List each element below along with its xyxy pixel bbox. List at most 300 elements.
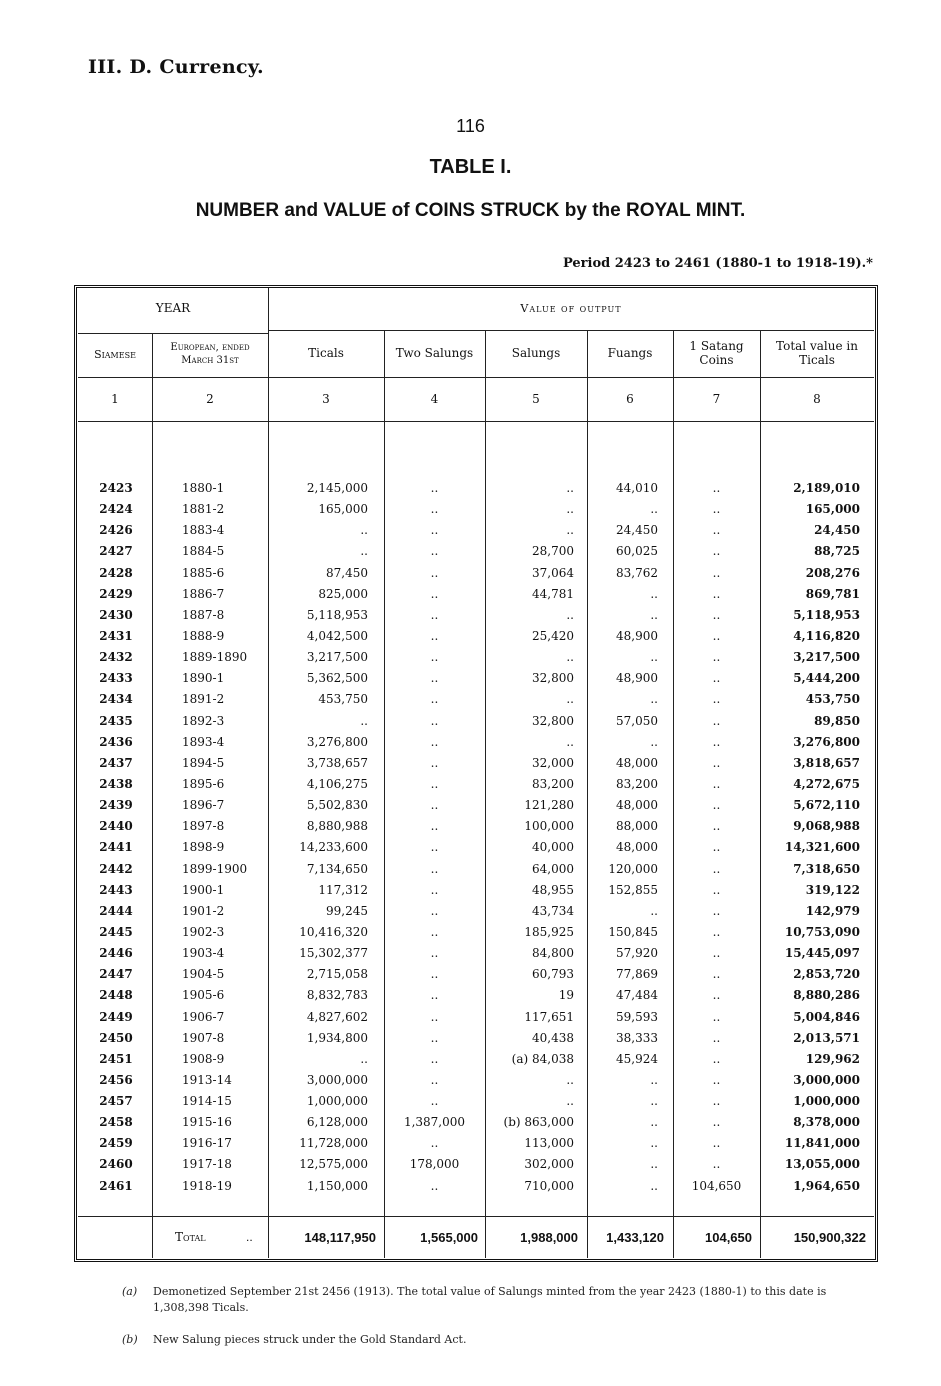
cell-ticals: 2,715,058 [306,967,368,982]
table-title: NUMBER and VALUE of COINS STRUCK by the ROYAL MINT. [195,200,746,221]
cell-two-salungs: .. [430,544,439,559]
total-salungs: 1,988,000 [520,1230,578,1245]
cell-satang: .. [712,755,721,770]
cell-fuangs: .. [650,1157,658,1172]
cell-siamese-year: 2423 [99,481,133,495]
cell-two-salungs: .. [430,861,439,876]
cell-ticals: 1,000,000 [306,1094,368,1109]
cell-total-value: 129,962 [805,1051,860,1066]
cell-fuangs: 83,200 [616,776,658,791]
cell-salungs: .. [566,692,574,707]
cell-fuangs: .. [650,1136,658,1151]
cell-total-value: 9,068,988 [793,819,860,834]
cell-satang: .. [712,967,721,982]
cell-ticals: .. [360,713,368,728]
cell-ticals: 4,042,500 [306,628,368,643]
cell-ticals: 5,118,953 [306,607,368,622]
cell-fuangs: .. [650,502,658,517]
cell-ticals: 10,416,320 [299,924,368,939]
cell-total-value: 10,753,090 [784,924,860,939]
header-total-line-2: Ticals [799,353,835,367]
header-siamese: Siamese [94,348,136,361]
cell-satang: 104,650 [691,1178,742,1193]
cell-european-year: 1889-1890 [182,650,248,665]
rule-year-subhead [78,333,268,334]
cell-satang: .. [712,481,721,495]
cell-two-salungs: .. [430,967,439,982]
cell-ticals: 5,502,830 [306,798,368,813]
cell-satang: .. [712,1115,721,1130]
cell-siamese-year: 2439 [99,798,133,813]
cell-total-value: 208,276 [805,565,860,580]
rule-under-headers [78,377,874,378]
cell-ticals: 11,728,000 [299,1136,368,1151]
column-number-1: 1 [111,392,119,406]
total-satang: 104,650 [705,1230,752,1245]
cell-fuangs: 48,000 [616,755,658,770]
rule-above-total [78,1216,874,1217]
cell-satang: .. [712,819,721,834]
cell-total-value: 8,880,286 [793,988,860,1003]
cell-two-salungs: .. [430,1072,439,1087]
rule-under-group-headers [268,330,874,331]
cell-salungs: 117,651 [524,1009,574,1024]
cell-fuangs: 83,762 [616,565,658,580]
cell-european-year: 1915-16 [182,1115,232,1130]
header-total-line-1: Total value in [776,339,858,353]
cell-european-year: 1903-4 [182,946,225,961]
cell-two-salungs: .. [430,798,439,813]
cell-european-year: 1887-8 [182,607,225,622]
cell-european-year: 1894-5 [182,755,225,770]
cell-total-value: 11,841,000 [784,1136,860,1151]
cell-total-value: 165,000 [805,502,860,517]
cell-fuangs: 44,010 [616,481,658,495]
cell-total-value: 453,750 [805,692,860,707]
cell-total-value: 5,444,200 [793,671,860,686]
cell-salungs: .. [566,1094,574,1109]
total-ticals: 148,117,950 [304,1230,376,1245]
cell-siamese-year: 2427 [99,544,133,559]
cell-salungs: (a) 84,038 [511,1051,574,1066]
cell-salungs: 710,000 [524,1178,574,1193]
cell-satang: .. [712,692,721,707]
cell-salungs: 32,000 [532,755,574,770]
rule-under-column-numbers [78,421,874,422]
divider-col-7 [760,330,761,1258]
cell-two-salungs: .. [430,924,439,939]
cell-fuangs: .. [650,1115,658,1130]
cell-salungs: 25,420 [532,628,574,643]
cell-european-year: 1899-1900 [182,861,248,876]
cell-salungs: 84,800 [532,946,574,961]
section-heading: III. D. Currency. [88,56,264,78]
cell-satang: .. [712,946,721,961]
header-ticals: Ticals [308,346,344,360]
cell-total-value: 319,122 [805,882,860,897]
cell-ticals: 1,150,000 [306,1178,368,1193]
cell-two-salungs: .. [430,734,439,749]
cell-siamese-year: 2456 [99,1072,133,1087]
cell-two-salungs: .. [430,946,439,961]
cell-two-salungs: .. [430,840,439,855]
cell-ticals: 8,880,988 [306,819,368,834]
cell-siamese-year: 2444 [99,903,133,918]
cell-salungs: .. [566,1072,574,1087]
cell-fuangs: 48,900 [616,671,658,686]
cell-total-value: 8,378,000 [793,1115,860,1130]
column-number-8: 8 [813,392,821,406]
period-note: Period 2423 to 2461 (1880-1 to 1918-19).* [562,256,873,271]
cell-siamese-year: 2434 [99,692,133,707]
cell-two-salungs: .. [430,628,439,643]
cell-total-value: 2,853,720 [793,967,860,982]
cell-fuangs: .. [650,607,658,622]
cell-two-salungs: .. [430,755,439,770]
cell-satang: .. [712,586,721,601]
cell-total-value: 2,189,010 [793,481,860,495]
cell-fuangs: 57,050 [616,713,658,728]
cell-fuangs: .. [650,903,658,918]
cell-total-value: 1,000,000 [793,1094,860,1109]
cell-european-year: 1898-9 [182,840,225,855]
column-number-6: 6 [626,392,634,406]
cell-european-year: 1881-2 [182,502,225,517]
cell-total-value: 4,116,820 [793,628,860,643]
cell-fuangs: .. [650,692,658,707]
cell-ticals: 3,217,500 [306,650,368,665]
cell-salungs: .. [566,481,574,495]
cell-ticals: 3,000,000 [306,1072,368,1087]
cell-salungs: .. [566,523,574,538]
cell-european-year: 1884-5 [182,544,225,559]
cell-satang: .. [712,1072,721,1087]
cell-ticals: .. [360,523,368,538]
cell-ticals: 87,450 [326,565,368,580]
total-label: Total [175,1230,206,1244]
cell-satang: .. [712,903,721,918]
cell-satang: .. [712,544,721,559]
cell-satang: .. [712,1009,721,1024]
cell-total-value: 13,055,000 [784,1157,860,1172]
cell-european-year: 1904-5 [182,967,225,982]
cell-satang: .. [712,988,721,1003]
header-fuangs: Fuangs [607,346,653,360]
cell-european-year: 1907-8 [182,1030,225,1045]
header-european-line-2: March 31st [181,355,239,366]
cell-two-salungs: .. [430,1009,439,1024]
cell-european-year: 1901-2 [182,903,225,918]
cell-salungs: 40,438 [532,1030,574,1045]
cell-european-year: 1896-7 [182,798,225,813]
cell-fuangs: 152,855 [608,882,658,897]
cell-siamese-year: 2430 [99,607,133,622]
cell-european-year: 1914-15 [182,1094,232,1109]
cell-two-salungs: .. [430,607,439,622]
header-salungs: Salungs [511,346,561,360]
cell-european-year: 1880-1 [182,481,225,495]
cell-european-year: 1888-9 [182,628,225,643]
cell-total-value: 2,013,571 [793,1030,860,1045]
cell-two-salungs: .. [430,1094,439,1109]
cell-two-salungs: .. [430,1178,439,1193]
cell-satang: .. [712,734,721,749]
cell-satang: .. [712,924,721,939]
cell-total-value: 5,672,110 [793,798,860,813]
cell-salungs: 43,734 [532,903,574,918]
cell-two-salungs: .. [430,776,439,791]
cell-total-value: 1,964,650 [793,1178,860,1193]
cell-total-value: 3,276,800 [793,734,860,749]
cell-salungs: .. [566,734,574,749]
cell-siamese-year: 2424 [99,502,133,517]
cell-siamese-year: 2445 [99,924,133,939]
cell-ticals: 7,134,650 [306,861,368,876]
cell-two-salungs: .. [430,481,439,495]
cell-total-value: 89,850 [814,713,860,728]
cell-fuangs: .. [650,1072,658,1087]
cell-siamese-year: 2458 [99,1115,133,1130]
cell-fuangs: 38,333 [616,1030,658,1045]
cell-salungs: 44,781 [532,586,574,601]
cell-satang: .. [712,628,721,643]
cell-fuangs: 47,484 [616,988,658,1003]
cell-total-value: 14,321,600 [784,840,860,855]
cell-salungs: 64,000 [532,861,574,876]
cell-fuangs: 48,000 [616,840,658,855]
cell-total-value: 5,118,953 [793,607,860,622]
cell-siamese-year: 2461 [99,1178,133,1193]
cell-siamese-year: 2460 [99,1157,133,1172]
cell-siamese-year: 2448 [99,988,133,1003]
cell-salungs: (b) 863,000 [503,1115,574,1130]
cell-total-value: 5,004,846 [793,1009,860,1024]
cell-total-value: 4,272,675 [793,776,860,791]
cell-siamese-year: 2450 [99,1030,133,1045]
cell-european-year: 1906-7 [182,1009,225,1024]
cell-fuangs: 120,000 [608,861,658,876]
cell-siamese-year: 2432 [99,650,133,665]
cell-ticals: 3,738,657 [306,755,368,770]
cell-satang: .. [712,502,721,517]
cell-european-year: 1893-4 [182,734,225,749]
footnote-b-text: New Salung pieces struck under the Gold Standard Act. [153,1333,467,1346]
cell-two-salungs: .. [430,713,439,728]
cell-satang: .. [712,565,721,580]
cell-satang: .. [712,1051,721,1066]
cell-ticals: 6,128,000 [306,1115,368,1130]
cell-satang: .. [712,650,721,665]
cell-ticals: 15,302,377 [299,946,368,961]
cell-salungs: 32,800 [532,713,574,728]
cell-total-value: 24,450 [814,523,860,538]
column-number-3: 3 [322,392,330,406]
cell-satang: .. [712,840,721,855]
cell-ticals: 3,276,800 [306,734,368,749]
cell-ticals: .. [360,544,368,559]
cell-european-year: 1900-1 [182,882,225,897]
header-value-of-output: Value of output [520,302,622,315]
cell-satang: .. [712,882,721,897]
cell-fuangs: 24,450 [616,523,658,538]
cell-siamese-year: 2449 [99,1009,133,1024]
cell-total-value: 3,818,657 [793,755,860,770]
divider-col-5 [587,330,588,1258]
cell-ticals: .. [360,1051,368,1066]
footnote-a-mark: (a) [122,1285,138,1298]
cell-fuangs: .. [650,650,658,665]
cell-siamese-year: 2436 [99,734,133,749]
cell-satang: .. [712,607,721,622]
cell-salungs: 60,793 [532,967,574,982]
cell-ticals: 4,106,275 [306,776,368,791]
footnote-a-text: Demonetized September 21st 2456 (1913). The total value of Salungs minted from the year 2423 (1880-1) to this date is 1,308,398 Ticals. [153,1285,827,1314]
cell-siamese-year: 2442 [99,861,133,876]
column-number-2: 2 [206,392,214,406]
cell-siamese-year: 2428 [99,565,133,580]
cell-two-salungs: .. [430,882,439,897]
cell-european-year: 1918-19 [182,1178,232,1193]
column-number-5: 5 [532,392,540,406]
cell-fuangs: .. [650,1094,658,1109]
cell-fuangs: .. [650,586,658,601]
cell-two-salungs: .. [430,671,439,686]
cell-two-salungs: .. [430,988,439,1003]
cell-total-value: 3,217,500 [793,650,860,665]
column-number-4: 4 [430,392,439,406]
table-label: TABLE I. [429,156,512,178]
header-satang-line-1: 1 Satang [689,339,744,353]
cell-european-year: 1897-8 [182,819,225,834]
cell-european-year: 1890-1 [182,671,225,686]
cell-ticals: 825,000 [318,586,368,601]
cell-satang: .. [712,1157,721,1172]
cell-siamese-year: 2433 [99,671,133,686]
cell-salungs: .. [566,650,574,665]
cell-fuangs: 48,000 [616,798,658,813]
cell-fuangs: 57,920 [616,946,658,961]
cell-european-year: 1883-4 [182,523,225,538]
cell-total-value: 15,445,097 [784,946,860,961]
cell-siamese-year: 2438 [99,776,133,791]
cell-two-salungs: .. [430,1030,439,1045]
cell-satang: .. [712,671,721,686]
cell-salungs: 37,064 [532,565,574,580]
cell-fuangs: 150,845 [608,924,658,939]
cell-siamese-year: 2441 [99,840,133,855]
cell-siamese-year: 2446 [99,946,133,961]
cell-two-salungs: .. [430,819,439,834]
cell-salungs: 32,800 [532,671,574,686]
cell-ticals: 14,233,600 [299,840,368,855]
cell-ticals: 165,000 [318,502,368,517]
cell-siamese-year: 2457 [99,1094,133,1109]
cell-ticals: 12,575,000 [299,1157,368,1172]
cell-two-salungs: 178,000 [409,1157,460,1172]
cell-salungs: 40,000 [532,840,574,855]
cell-total-value: 88,725 [814,544,860,559]
cell-total-value: 3,000,000 [793,1072,860,1087]
cell-fuangs: .. [650,734,658,749]
cell-siamese-year: 2459 [99,1136,133,1151]
cell-satang: .. [712,1094,721,1109]
cell-ticals: 8,832,783 [306,988,368,1003]
page-number: 116 [456,116,485,136]
header-european-line-1: European, ended [170,342,250,353]
cell-two-salungs: .. [430,586,439,601]
cell-two-salungs: .. [430,1136,439,1151]
total-fuangs: 1,433,120 [606,1230,664,1245]
cell-siamese-year: 2429 [99,586,133,601]
cell-two-salungs: .. [430,1051,439,1066]
cell-fuangs: .. [650,1178,658,1193]
cell-two-salungs: .. [430,523,439,538]
cell-european-year: 1917-18 [182,1157,232,1172]
cell-fuangs: 88,000 [616,819,658,834]
column-number-7: 7 [712,392,721,406]
divider-col-4 [485,330,486,1258]
cell-european-year: 1895-6 [182,776,225,791]
cell-ticals: 453,750 [318,692,368,707]
cell-two-salungs: .. [430,565,439,580]
cell-salungs: 83,200 [532,776,574,791]
cell-total-value: 142,979 [805,903,860,918]
cell-two-salungs: .. [430,650,439,665]
cell-european-year: 1913-14 [182,1072,232,1087]
header-year: YEAR [155,301,191,315]
total-two-salungs: 1,565,000 [420,1230,478,1245]
cell-fuangs: 60,025 [616,544,658,559]
cell-ticals: 1,934,800 [306,1030,368,1045]
header-satang-line-2: Coins [699,353,734,367]
cell-siamese-year: 2437 [99,755,133,770]
cell-salungs: 19 [558,988,574,1003]
cell-salungs: 121,280 [524,798,574,813]
cell-ticals: 4,827,602 [306,1009,368,1024]
cell-total-value: 869,781 [805,586,860,601]
cell-european-year: 1905-6 [182,988,225,1003]
cell-european-year: 1916-17 [182,1136,232,1151]
cell-salungs: 28,700 [532,544,574,559]
cell-european-year: 1885-6 [182,565,225,580]
cell-european-year: 1902-3 [182,924,225,939]
cell-two-salungs: .. [430,692,439,707]
cell-satang: .. [712,713,721,728]
cell-salungs: 185,925 [524,924,574,939]
cell-salungs: 48,955 [532,882,574,897]
cell-siamese-year: 2440 [99,819,133,834]
divider-col-1 [152,333,153,1258]
cell-satang: .. [712,798,721,813]
footnote-b-mark: (b) [122,1333,138,1346]
cell-salungs: 302,000 [524,1157,574,1172]
cell-siamese-year: 2451 [99,1051,133,1066]
cell-siamese-year: 2443 [99,882,133,897]
divider-col-2 [268,288,269,1258]
cell-ticals: 99,245 [326,903,368,918]
cell-two-salungs: .. [430,903,439,918]
header-two-salungs: Two Salungs [395,346,474,360]
cell-european-year: 1908-9 [182,1051,225,1066]
cell-siamese-year: 2431 [99,628,133,643]
cell-two-salungs: 1,387,000 [403,1115,466,1130]
cell-satang: .. [712,523,721,538]
cell-salungs: 113,000 [524,1136,574,1151]
cell-fuangs: 77,869 [616,967,658,982]
cell-salungs: .. [566,607,574,622]
cell-fuangs: 45,924 [616,1051,658,1066]
cell-european-year: 1892-3 [182,713,225,728]
